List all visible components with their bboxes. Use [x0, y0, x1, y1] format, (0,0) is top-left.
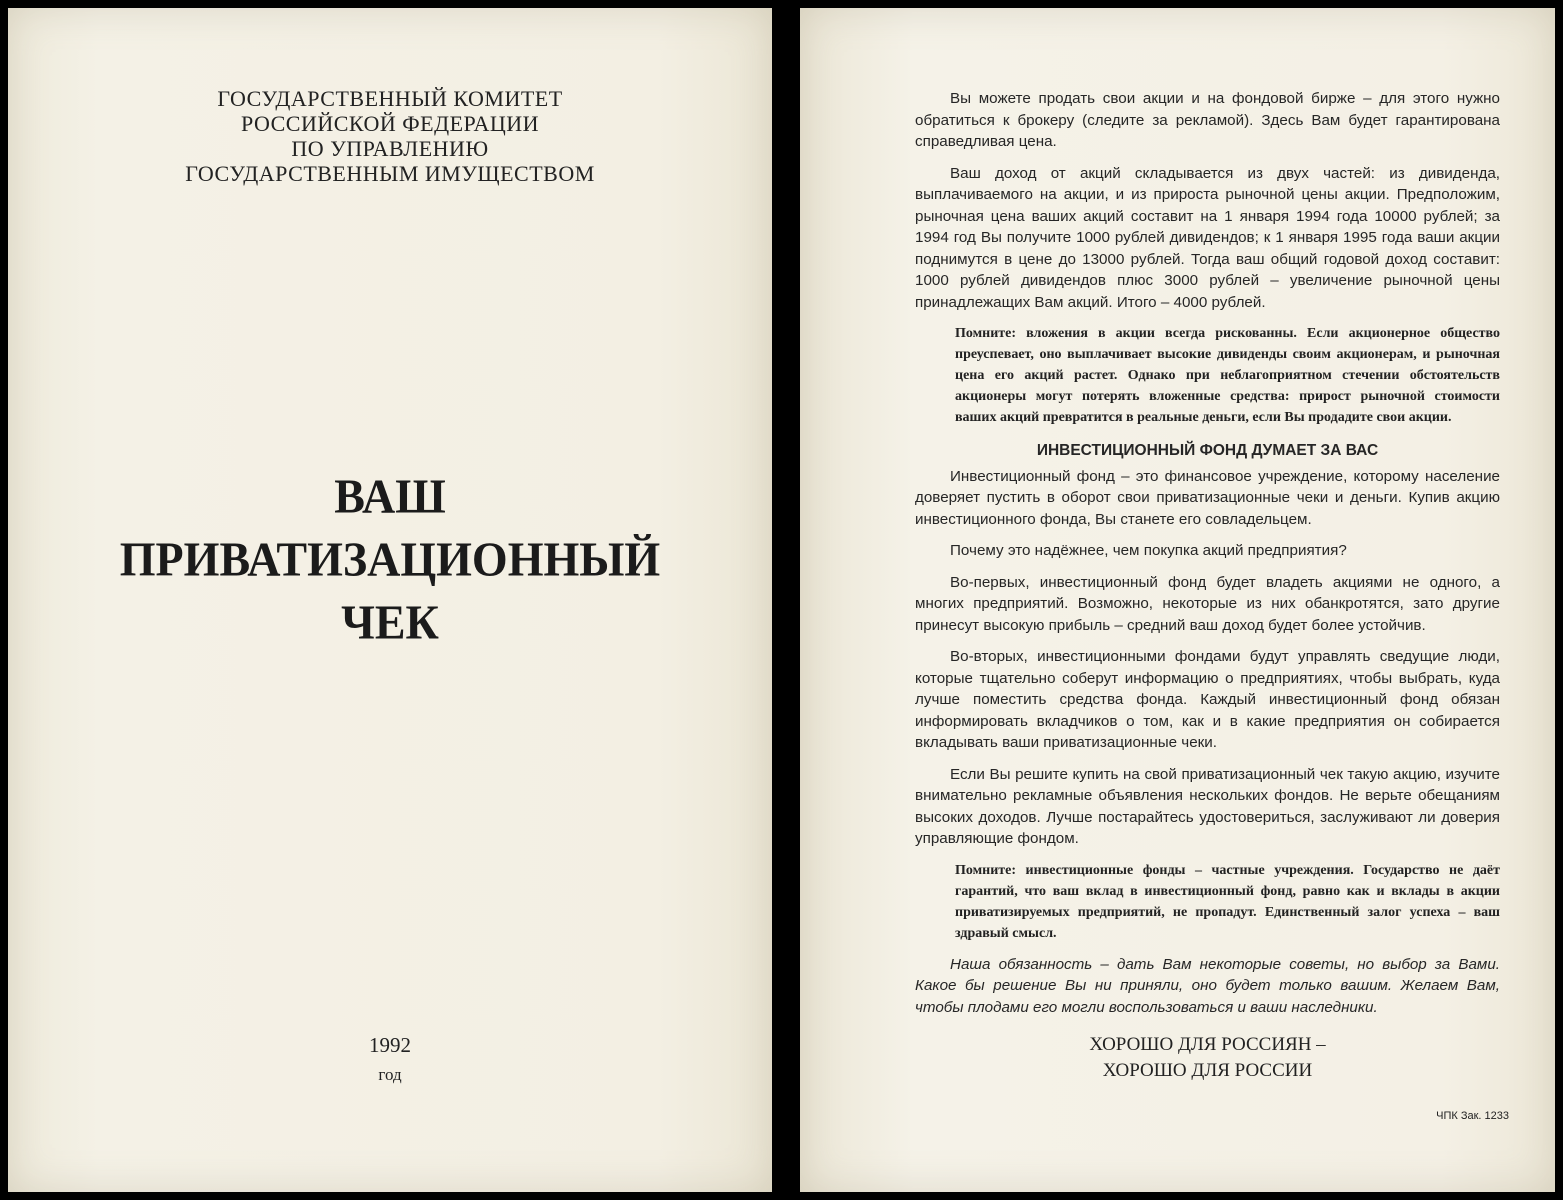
authority-line: РОССИЙСКОЙ ФЕДЕРАЦИИ: [240, 111, 540, 136]
authority-line: ГОСУДАРСТВЕННЫМ ИМУЩЕСТВОМ: [185, 161, 595, 186]
warning-note: Помните: вложения в акции всегда рискованны. Если акционерное общество преуспевает, оно выплачивает высокие дивиденды своим акционерам, и рыночная цена его акций растет. Однако при неблагоприятном стечении обстоятельств акционеры могут потерять вложенные средства: прирост рыночной стоимости ваших акций превратится в реальные деньги, если Вы продадите свои акции.: [955, 326, 1500, 425]
paragraph: Ваш доход от акций складывается из двух частей: из дивиденда, выплачиваемого на акции, и из прироста рыночной цены акции. Предположим, рыночная цена ваших акций составит на 1 января 1994 года 10000 рублей; за 1994 год Вы получите 1000 рублей дивидендов; к 1 января 1995 года ваши акции поднимутся в цене до 13000 рублей. Тогда ваш общий годовой доход составит: 1000 рублей дивидендов плюс 3000 рублей – увеличение рыночной цены принадлежащих Вам акций. Итого – 4000 рублей.: [915, 164, 1500, 311]
authority-line: ГОСУДАРСТВЕННЫЙ КОМИТЕТ: [217, 86, 563, 111]
title-line: ЧЕК: [341, 595, 439, 650]
cover-page: [8, 8, 772, 1192]
paragraph: Во-вторых, инвестиционными фондами будут управлять сведущие люди, которые тщательно соберут информацию о предприятиях, чтобы выбрать, куда лучше поместить средства фонда. Каждый инвестиционный фонд обязан информировать вкладчиков о том, как и в какие предприятия он собирается вкладывать ваши приватизационные чеки.: [915, 648, 1500, 751]
paragraph: Почему это надёжнее, чем покупка акций предприятия?: [950, 542, 1347, 559]
title-line: ПРИВАТИЗАЦИОННЫЙ: [119, 532, 661, 587]
warning-note: Помните: инвестиционные фонды – частные учреждения. Государство не даёт гарантий, что ваш вклад в инвестиционный фонд, равно как и вклады в акции приватизируемых предприятий, не пропадут. Единственный залог успеха – ваш здравый смысл.: [955, 862, 1500, 941]
year-value: 1992: [369, 1033, 411, 1057]
section-heading: ИНВЕСТИЦИОННЫЙ ФОНД ДУМАЕТ ЗА ВАС: [1036, 442, 1379, 459]
back-page-text: [915, 88, 1500, 1084]
paragraph: Вы можете продать свои акции и на фондовой бирже – для этого нужно обратиться к брокеру (следите за рекламой). Здесь Вам будет гарантирована справедливая цена.: [915, 90, 1500, 150]
authority-line: ПО УПРАВЛЕНИЮ: [291, 136, 489, 161]
closing-paragraph: Наша обязанность – дать Вам некоторые советы, но выбор за Вами. Какое бы решение Вы ни приняли, оно будет только вашим. Желаем Вам, чтобы плодами его могли воспользоваться и ваши наследники.: [915, 955, 1500, 1016]
paragraph: Инвестиционный фонд – это финансовое учреждение, которому население доверяет пустить в оборот свои приватизационные чеки и деньги. Купив акцию инвестиционного фонда, Вы станете его совладельцем.: [915, 467, 1500, 528]
paragraph: Если Вы решите купить на свой приватизационный чек такую акцию, изучите внимательно рекламные объявления нескольких фондов. Не верьте обещаниям высоких доходов. Лучше постарайтесь удостовериться, заслуживают ли доверия управляющие фондом.: [915, 765, 1500, 847]
back-page: [800, 8, 1555, 1192]
cover-title: [8, 466, 772, 655]
title-line: ВАШ: [334, 469, 446, 524]
slogan-line: ХОРОШО ДЛЯ РОССИИ: [1102, 1060, 1313, 1081]
slogan-line: ХОРОШО ДЛЯ РОССИЯН –: [1089, 1034, 1326, 1055]
print-order-number: ЧПК Зак. 1233: [1436, 1110, 1509, 1122]
issuing-authority: [8, 86, 772, 186]
publication-year: [8, 1030, 772, 1090]
paragraph: Во-первых, инвестиционный фонд будет владеть акциями не одного, а многих предприятий. Возможно, некоторые из них обанкротятся, зато другие принесут высокую прибыль – средний ваш доход будет более устойчив.: [915, 573, 1500, 634]
year-label: год: [378, 1065, 402, 1084]
slogan: [915, 1032, 1500, 1084]
